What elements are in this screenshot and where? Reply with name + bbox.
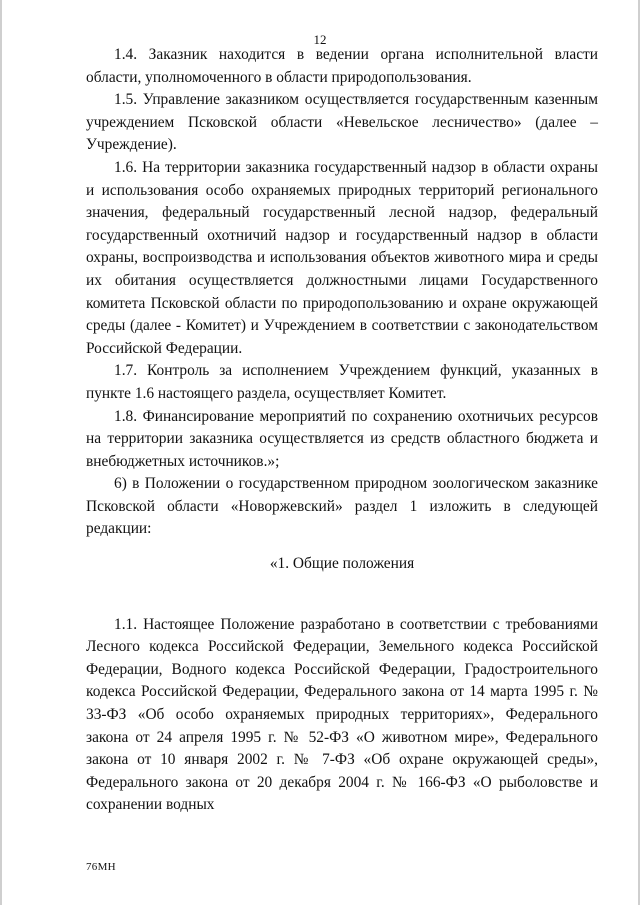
document-body [86, 44, 598, 817]
paragraph-1-4: 1.4. Заказник находится в ведении органа исполнительной власти области, уполномоченного в области природопользования. [86, 46, 598, 86]
page-number: 12 [313, 32, 327, 47]
paragraph-6: 6) в Положении о государственном природном зоологическом заказнике Псковской области «Новоржевский» раздел 1 изложить в следующей редакции: [86, 475, 598, 538]
paragraph-1-6: 1.6. На территории заказника государственный надзор в области охраны и использования особо охраняемых природных территорий регионального значения, федеральный государственный лесной надзор, федеральный государственный охотничий надзор и государственный надзор в области охраны, воспроизводства и использования объектов животного мира и среды их обитания осуществляется должностными лицами Государственного комитета Псковской области по природопользованию и охране окружающей среды (далее - Комитет) и Учреждением в соответствии с законодательством Российской Федерации. [86, 158, 598, 357]
paragraph-1-8: 1.8. Финансирование мероприятий по сохранению охотничьих ресурсов на территории заказника осуществляется из средств областного бюджета и внебюджетных источников.»; [86, 407, 598, 470]
page-edge-left [0, 0, 2, 905]
paragraph-1-7: 1.7. Контроль за исполнением Учреждением функций, указанных в пункте 1.6 настоящего раздела, осуществляет Комитет. [86, 362, 598, 402]
paragraph-1-5: 1.5. Управление заказником осуществляется государственным казенным учреждением Псковской области «Невельское лесничество» (далее – Учреждение). [86, 91, 598, 154]
footer-code: 76МН [86, 861, 116, 873]
section-title: «1. Общие положения [269, 555, 415, 573]
paragraph-1-1: 1.1. Настоящее Положение разработано в соответствии с требованиями Лесного кодекса Российской Федерации, Земельного кодекса Российской Федерации, Водного кодекса Российской Федерации, Градостроительного кодекса Российской Федерации, Федерального закона от 14 марта 1995 г. № 33-ФЗ «Об особо охраняемых природных территориях», Федерального закона от 24 апреля 1995 г. № 52-ФЗ «О животном мире», Федерального закона от 10 января 2002 г. № 7-ФЗ «Об охране окружающей среды», Федерального закона от 20 декабря 2004 г. № 166-ФЗ «О рыболовстве и сохранении водных [86, 615, 598, 814]
